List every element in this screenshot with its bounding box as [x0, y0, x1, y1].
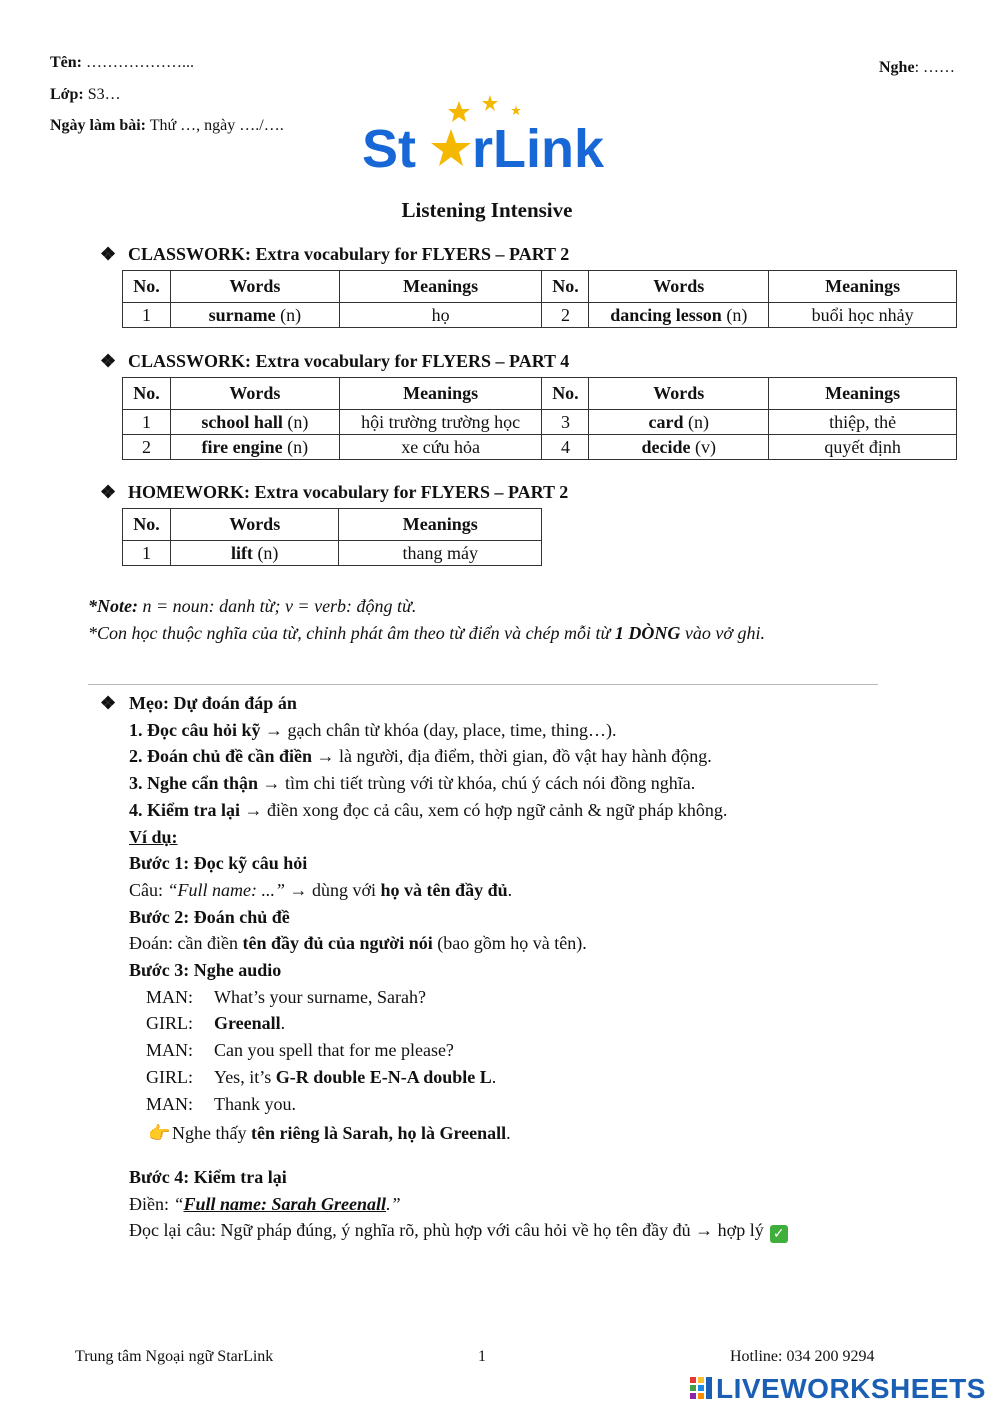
- dialogue-line: MAN: Thank you.: [146, 1093, 296, 1114]
- header-no: No.: [542, 378, 589, 410]
- header-no: No.: [123, 378, 171, 410]
- word: school hall: [201, 412, 283, 432]
- diamond-bullet-icon: ❖: [100, 244, 117, 264]
- step-4-reread: Đọc lại câu: Ngữ pháp đúng, ý nghĩa rõ, phù hợp với câu hỏi về họ tên đầy đủ → hợp lý ✓: [100, 1217, 920, 1244]
- meaning: hội trường trường học: [339, 410, 542, 435]
- meaning: họ: [339, 303, 542, 328]
- table-row: 2 fire engine (n) xe cứu hỏa 4 decide (v) quyết định: [123, 435, 957, 460]
- answer-text: Full name: Sarah Greenall: [183, 1193, 387, 1214]
- score-label: Nghe: [879, 59, 915, 76]
- diamond-bullet-icon: ❖: [100, 482, 117, 502]
- vocab-table-2: [122, 377, 957, 460]
- divider: [88, 684, 878, 685]
- tip-step: 3. Nghe cẩn thận → tìm chi tiết trùng với từ khóa, chú ý cách nói đồng nghĩa.: [129, 773, 696, 794]
- date-label: Ngày làm bài:: [50, 117, 146, 134]
- header-words: Words: [589, 378, 769, 410]
- page-number: 1: [478, 1348, 486, 1365]
- meaning: buổi học nhảy: [769, 303, 957, 328]
- vocab-table-1: [122, 270, 957, 328]
- header-words: Words: [170, 378, 339, 410]
- page-title: Listening Intensive: [401, 198, 573, 222]
- name-blank[interactable]: ………………...: [86, 54, 194, 71]
- logo-text-right: rLink: [472, 119, 605, 175]
- dialogue-line: MAN: What’s your surname, Sarah?: [146, 986, 426, 1007]
- meaning: xe cứu hỏa: [339, 435, 542, 460]
- tips-heading: ❖ Mẹo: Dự đoán đáp án: [100, 690, 920, 717]
- step-1-title: Bước 1: Đọc kỹ câu hỏi: [129, 853, 308, 874]
- logo-star-icon: [482, 95, 498, 111]
- word: dancing lesson: [610, 305, 722, 325]
- check-mark-icon: ✓: [770, 1225, 788, 1243]
- vocab-table-3: [122, 508, 542, 566]
- tip-step: 1. Đọc câu hỏi kỹ → gạch chân từ khóa (day, place, time, thing…).: [129, 719, 617, 740]
- logo-text-left: St: [362, 119, 416, 175]
- name-label: Tên:: [50, 54, 82, 71]
- header-words: Words: [170, 509, 339, 541]
- word: fire engine: [201, 437, 283, 457]
- table-row: 1 surname (n) họ 2 dancing lesson (n) buổi học nhảy: [123, 303, 957, 328]
- footer-center-name: Trung tâm Ngoại ngữ StarLink: [75, 1348, 274, 1365]
- name-line: [50, 54, 194, 72]
- header-meanings: Meanings: [769, 271, 957, 303]
- step-4-fill: Điền: “Full name: Sarah Greenall.”: [129, 1193, 401, 1214]
- diamond-bullet-icon: ❖: [100, 693, 117, 713]
- word: lift: [230, 543, 253, 563]
- dialogue-line: MAN: Can you spell that for me please?: [146, 1040, 454, 1061]
- dialogue-line: GIRL: Yes, it’s G-R double E-N-A double L.: [146, 1066, 497, 1087]
- starlink-logo: [360, 95, 610, 175]
- section-heading: ❖ CLASSWORK: Extra vocabulary for FLYERS – PART 4: [100, 351, 570, 371]
- liveworksheets-watermark: LIVEWORKSHEETS: [690, 1373, 986, 1407]
- meaning: thiệp, thẻ: [769, 410, 957, 435]
- logo-star-icon: [511, 105, 521, 115]
- liveworksheets-logo-icon: [690, 1377, 712, 1401]
- meaning: thang máy: [339, 541, 542, 566]
- example-label: Ví dụ:: [129, 826, 178, 847]
- header-no: No.: [542, 271, 589, 303]
- class-line: [50, 86, 121, 104]
- class-blank[interactable]: S3…: [87, 86, 121, 103]
- section-heading: ❖ CLASSWORK: Extra vocabulary for FLYERS – PART 2: [100, 244, 570, 264]
- word: card: [648, 412, 684, 432]
- note-instruction: *Con học thuộc nghĩa của từ, chỉnh phát âm theo từ điển và chép mỗi từ 1 DÒNG vào vở ghi.: [88, 623, 765, 643]
- score-line: [879, 59, 955, 77]
- class-label: Lớp:: [50, 86, 84, 103]
- step-2-title: Bước 2: Đoán chủ đề: [129, 906, 290, 927]
- header-words: Words: [170, 271, 339, 303]
- step-2-text: Đoán: cần điền tên đầy đủ của người nói (bao gồm họ và tên).: [129, 933, 587, 954]
- pointing-hand-icon: 👉: [148, 1123, 171, 1145]
- header-no: No.: [123, 271, 171, 303]
- tip-step: 2. Đoán chủ đề cần điền → là người, địa điểm, thời gian, đồ vật hay hành động.: [129, 746, 712, 767]
- header-meanings: Meanings: [769, 378, 957, 410]
- meaning: quyết định: [769, 435, 957, 460]
- logo-star-icon: [448, 101, 470, 122]
- date-line: [50, 117, 284, 135]
- footer-hotline: Hotline: 034 200 9294: [730, 1348, 875, 1365]
- step-4-title: Bước 4: Kiểm tra lại: [129, 1166, 287, 1187]
- header-no: No.: [123, 509, 171, 541]
- header-meanings: Meanings: [339, 271, 542, 303]
- word: surname: [208, 305, 276, 325]
- header-words: Words: [589, 271, 769, 303]
- word: decide: [641, 437, 691, 457]
- tips-section: [100, 690, 920, 1244]
- section-heading: ❖ HOMEWORK: Extra vocabulary for FLYERS – PART 2: [100, 482, 569, 502]
- header-meanings: Meanings: [339, 509, 542, 541]
- table-row: 1 school hall (n) hội trường trường học 3 card (n) thiệp, thẻ: [123, 410, 957, 435]
- header-meanings: Meanings: [339, 378, 542, 410]
- step-1-text: Câu: “Full name: ...” → dùng với họ và tên đầy đủ.: [129, 879, 513, 900]
- logo-star-icon: [431, 129, 471, 166]
- step-3-title: Bước 3: Nghe audio: [129, 960, 282, 981]
- found-line: 👉Nghe thấy tên riêng là Sarah, họ là Greenall.: [100, 1120, 920, 1148]
- dialogue-line: GIRL: Greenall.: [146, 1013, 286, 1034]
- date-blank[interactable]: Thứ …, ngày …./….: [149, 117, 284, 134]
- note-abbreviations: *Note: n = noun: danh từ; v = verb: động từ.: [88, 596, 417, 616]
- score-blank[interactable]: : ……: [914, 59, 956, 76]
- table-row: 1 lift (n) thang máy: [123, 541, 542, 566]
- diamond-bullet-icon: ❖: [100, 351, 117, 371]
- tip-step: 4. Kiểm tra lại → điền xong đọc cả câu, xem có hợp ngữ cảnh & ngữ pháp không.: [129, 799, 728, 820]
